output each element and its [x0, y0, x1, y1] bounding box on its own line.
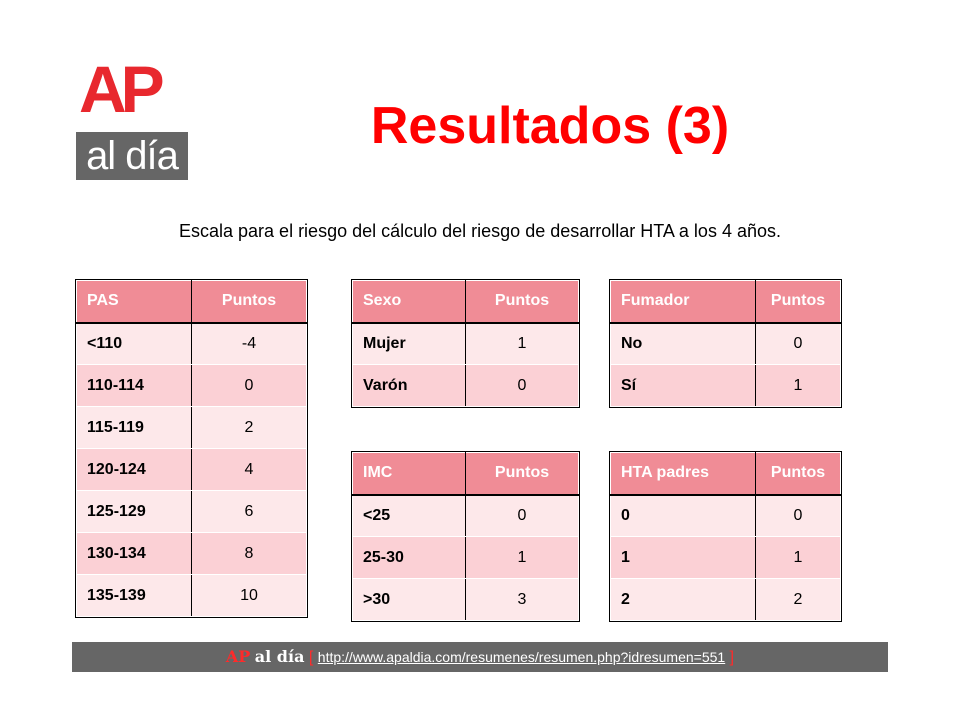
table-header-row [353, 453, 579, 495]
imc-range: 25-30 [353, 537, 466, 579]
fumador-table [610, 280, 841, 407]
footer-open-bracket: [ [308, 649, 314, 666]
pas-points: 4 [192, 449, 307, 491]
hta-padres-value: 0 [611, 495, 756, 537]
hta-padres-value: 1 [611, 537, 756, 579]
logo-aldia-text: al día [76, 132, 188, 180]
pas-range: 120-124 [77, 449, 192, 491]
pas-header: PAS [77, 281, 192, 323]
pas-points: 8 [192, 533, 307, 575]
table-row [77, 449, 307, 491]
sexo-points: 1 [466, 323, 579, 365]
puntos-header: Puntos [466, 453, 579, 495]
puntos-header: Puntos [756, 281, 841, 323]
ap-al-dia-logo [76, 52, 188, 180]
imc-range: >30 [353, 579, 466, 621]
table-row [611, 495, 841, 537]
fumador-points: 0 [756, 323, 841, 365]
pas-points: 0 [192, 365, 307, 407]
imc-points: 3 [466, 579, 579, 621]
table-header-row [77, 281, 307, 323]
table-row [353, 365, 579, 407]
puntos-header: Puntos [756, 453, 841, 495]
pas-range: 110-114 [77, 365, 192, 407]
footer-close-bracket: ] [729, 649, 735, 666]
fumador-value: Sí [611, 365, 756, 407]
table-row [77, 365, 307, 407]
footer-ap-text: AP [225, 647, 251, 666]
pas-range: 135-139 [77, 575, 192, 617]
fumador-value: No [611, 323, 756, 365]
table-row [611, 323, 841, 365]
sexo-header: Sexo [353, 281, 466, 323]
hta-padres-points: 0 [756, 495, 841, 537]
fumador-header: Fumador [611, 281, 756, 323]
imc-range: <25 [353, 495, 466, 537]
table-header-row [353, 281, 579, 323]
logo-ap-text: AP [79, 52, 159, 126]
table-row [611, 537, 841, 579]
table-row [77, 533, 307, 575]
pas-range: <110 [77, 323, 192, 365]
table-row [77, 323, 307, 365]
table-row [611, 579, 841, 621]
footer-url-link[interactable]: http://www.apaldia.com/resumenes/resumen.php?idresumen=551 [317, 649, 726, 665]
table-row [353, 323, 579, 365]
table-row [353, 579, 579, 621]
imc-header: IMC [353, 453, 466, 495]
page-subtitle: Escala para el riesgo del cálculo del riesgo de desarrollar HTA a los 4 años. [179, 221, 781, 241]
footer-bar [72, 642, 888, 672]
pas-points: 2 [192, 407, 307, 449]
table-header-row [611, 281, 841, 323]
puntos-header: Puntos [466, 281, 579, 323]
hta-padres-value: 2 [611, 579, 756, 621]
footer-aldia-text: al día [254, 647, 305, 666]
sexo-points: 0 [466, 365, 579, 407]
pas-range: 130-134 [77, 533, 192, 575]
hta-padres-header: HTA padres [611, 453, 756, 495]
pas-points: 10 [192, 575, 307, 617]
pas-points: 6 [192, 491, 307, 533]
hta-padres-points: 2 [756, 579, 841, 621]
pas-range: 115-119 [77, 407, 192, 449]
page-title: Resultados (3) [370, 97, 730, 155]
sexo-value: Varón [353, 365, 466, 407]
puntos-header: Puntos [192, 281, 307, 323]
table-row [77, 491, 307, 533]
hta-padres-points: 1 [756, 537, 841, 579]
hta-padres-table [610, 452, 841, 621]
sexo-value: Mujer [353, 323, 466, 365]
imc-points: 1 [466, 537, 579, 579]
table-row [77, 575, 307, 617]
table-row [611, 365, 841, 407]
table-header-row [611, 453, 841, 495]
table-row [353, 495, 579, 537]
table-row [77, 407, 307, 449]
sexo-table [352, 280, 579, 407]
pas-range: 125-129 [77, 491, 192, 533]
pas-table [76, 280, 307, 617]
table-row [353, 537, 579, 579]
fumador-points: 1 [756, 365, 841, 407]
imc-points: 0 [466, 495, 579, 537]
pas-points: -4 [192, 323, 307, 365]
imc-table [352, 452, 579, 621]
